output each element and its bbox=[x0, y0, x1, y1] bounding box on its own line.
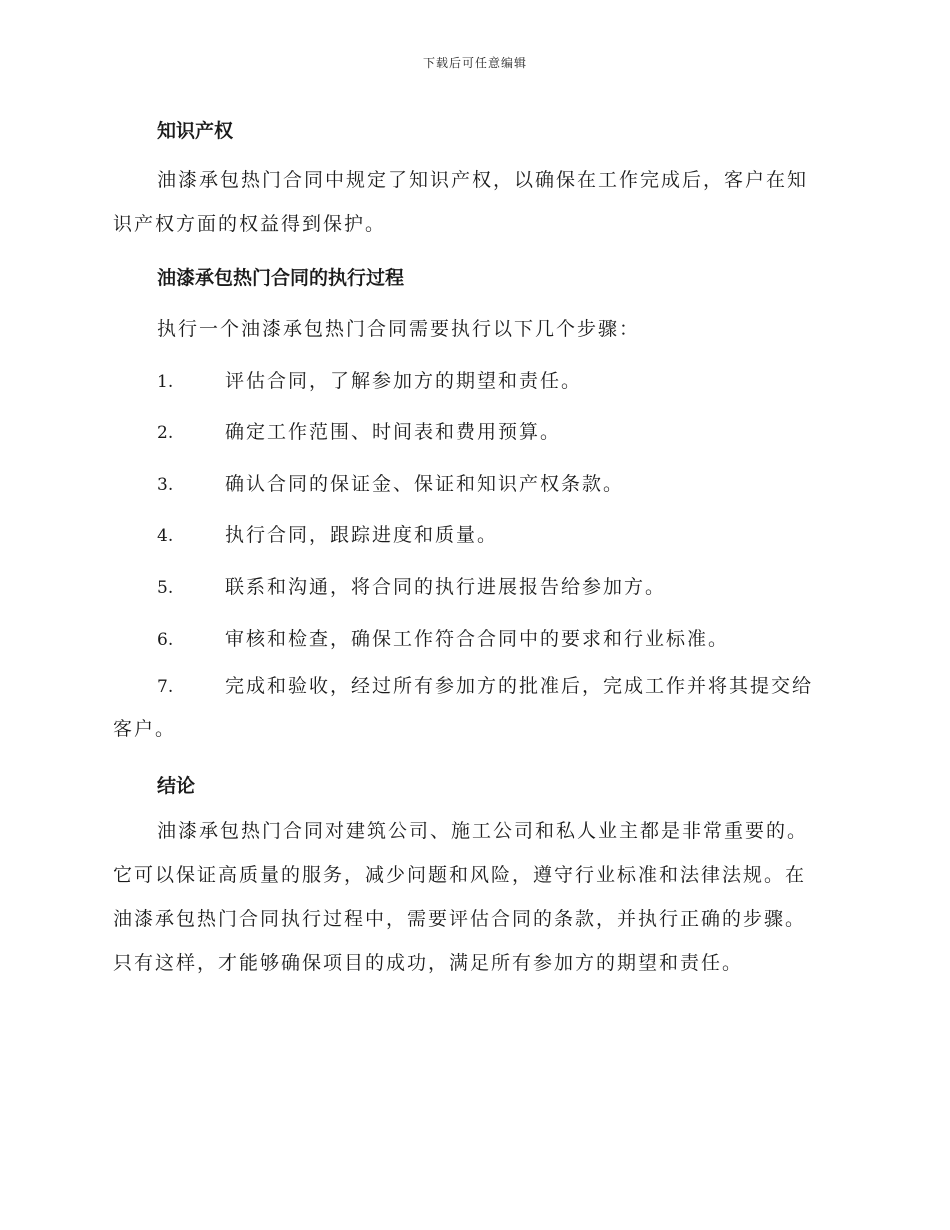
paragraph-line: 油漆承包热门合同中规定了知识产权，以确保在工作完成后，客户在知 bbox=[157, 169, 809, 191]
paragraph-ip bbox=[113, 158, 808, 246]
paragraph-line: 只有这样，才能够确保项目的成功，满足所有参加方的期望和责任。 bbox=[113, 952, 744, 974]
list-text: 执行合同，跟踪进度和质量。 bbox=[225, 524, 499, 546]
paragraph-line: 油漆承包热门合同对建筑公司、施工公司和私人业主都是非常重要的。 bbox=[157, 820, 809, 842]
list-text: 联系和沟通，将合同的执行进展报告给参加方。 bbox=[225, 576, 667, 598]
list-text: 完成和验收，经过所有参加方的批准后，完成工作并将其提交给 bbox=[225, 675, 814, 697]
list-number: 1. bbox=[157, 372, 174, 392]
list-text: 审核和检查，确保工作符合合同中的要求和行业标准。 bbox=[225, 628, 730, 650]
section-heading-process: 油漆承包热门合同的执行过程 bbox=[157, 267, 405, 289]
list-item-first-line bbox=[113, 665, 813, 708]
list-number: 7. bbox=[157, 677, 174, 697]
paragraph-conclusion bbox=[113, 809, 808, 985]
paragraph-line: 识产权方面的权益得到保护。 bbox=[113, 213, 387, 235]
section-heading-conclusion: 结论 bbox=[157, 775, 196, 797]
process-intro: 执行一个油漆承包热门合同需要执行以下几个步骤： bbox=[157, 318, 641, 340]
list-number: 3. bbox=[157, 475, 174, 495]
list-number: 2. bbox=[157, 423, 174, 443]
list-item bbox=[157, 572, 666, 599]
list-item bbox=[113, 665, 813, 750]
page-header: 下载后可任意编辑 bbox=[422, 56, 527, 70]
list-number: 6. bbox=[157, 630, 174, 650]
list-text-continuation: 客户。 bbox=[113, 718, 177, 740]
paragraph-line: 油漆承包热门合同执行过程中，需要评估合同的条款，并执行正确的步骤。 bbox=[113, 908, 807, 930]
list-number: 5. bbox=[157, 578, 174, 598]
list-item bbox=[157, 469, 624, 496]
list-text: 评估合同，了解参加方的期望和责任。 bbox=[225, 370, 583, 392]
paragraph-line: 它可以保证高质量的服务，减少问题和风险，遵守行业标准和法律法规。在 bbox=[113, 864, 807, 886]
list-text: 确定工作范围、时间表和费用预算。 bbox=[225, 421, 562, 443]
list-item bbox=[157, 520, 498, 547]
list-text: 确认合同的保证金、保证和知识产权条款。 bbox=[225, 473, 625, 495]
section-heading-ip: 知识产权 bbox=[157, 120, 234, 142]
list-item bbox=[157, 366, 582, 393]
list-item bbox=[157, 624, 729, 651]
list-item bbox=[157, 417, 561, 444]
list-number: 4. bbox=[157, 526, 174, 546]
